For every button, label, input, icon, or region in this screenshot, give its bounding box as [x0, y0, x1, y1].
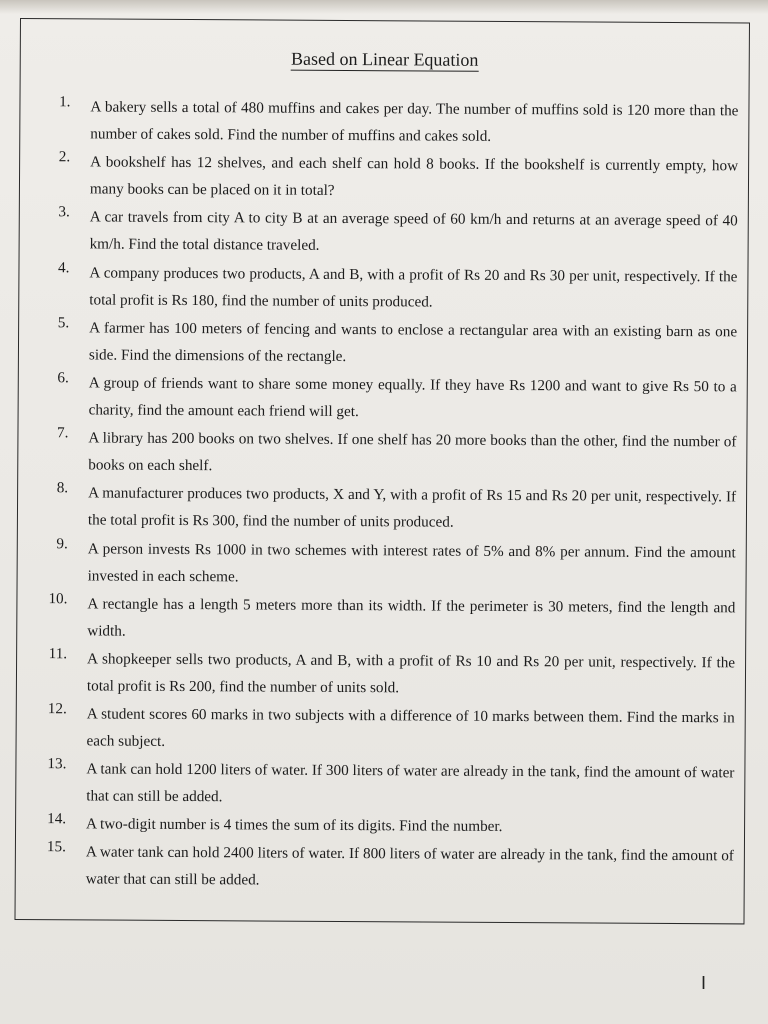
- question-text: A library has 200 books on two shelves. If one shelf has 20 more books than the other, find the number of books on each shelf.: [88, 429, 737, 475]
- question-number: 6.: [57, 369, 69, 387]
- question-text: A manufacturer produces two products, X and Y, with a profit of Rs 15 and Rs 20 per unit, respectively. If the total profit is Rs 300, find the number of units produced.: [87, 484, 737, 531]
- question-item: [24, 810, 734, 842]
- question-item: [28, 203, 738, 263]
- question-number: 9.: [56, 534, 68, 552]
- page-number: I: [701, 973, 707, 993]
- question-number: 3.: [58, 203, 70, 221]
- question-text: A water tank can hold 2400 liters of water. If 800 liters of water are already in the tank, find the amount of water that can still be added.: [85, 843, 734, 889]
- question-number: 8.: [56, 479, 69, 497]
- question-number: 7.: [57, 424, 69, 442]
- page-title: [21, 47, 749, 72]
- question-number: 14.: [47, 810, 67, 828]
- question-text: A bookshelf has 12 shelves, and each shelf can hold 8 books. If the bookshelf is currently empty, how many books can be placed on it in total?: [89, 153, 739, 200]
- question-text: A bakery sells a total of 480 muffins and cakes per day. The number of muffins sold is 120 more than the number of cakes sold. Find the number of muffins and cakes sold.: [90, 98, 739, 145]
- question-item: [27, 369, 737, 429]
- question-item: [27, 259, 737, 319]
- question-text: A student scores 60 marks in two subjects with a difference of 10 marks between them. Find the marks in each subject.: [86, 705, 735, 750]
- page-top-edge: [0, 0, 768, 14]
- question-number: 5.: [57, 313, 70, 332]
- question-item: [27, 314, 737, 374]
- question-text: A company produces two products, A and B, with a profit of Rs 20 and Rs 30 per unit, respectively. If the total profit is Rs 180, find the number of units produced.: [89, 263, 738, 311]
- question-number: 11.: [48, 645, 68, 663]
- question-number: 1.: [59, 93, 71, 111]
- question-text: A two-digit number is 4 times the sum of its digits. Find the number.: [86, 815, 503, 836]
- question-text: A tank can hold 1200 liters of water. If 300 liters of water are already in the tank, find the amount of water that can still be added.: [86, 760, 735, 806]
- question-number: 15.: [46, 838, 66, 856]
- question-text: A farmer has 100 meters of fencing and wants to enclose a rectangular area with an existing barn as one side. Find the dimensions of the rectangle.: [88, 319, 738, 365]
- question-item: [24, 700, 734, 760]
- question-list: [24, 93, 739, 898]
- question-text: A person invests Rs 1000 in two schemes with interest rates of 5% and 8% per annum. Find the amount invested in each scheme.: [87, 539, 736, 585]
- question-number: 10.: [48, 589, 68, 607]
- question-item: [26, 479, 736, 539]
- question-item: [24, 755, 734, 815]
- question-number: 13.: [47, 755, 67, 773]
- question-text: A rectangle has a length 5 meters more than its width. If the perimeter is 30 meters, find the length and width.: [87, 595, 736, 640]
- page-title-text: Based on Linear Equation: [290, 48, 479, 70]
- question-number: 4.: [58, 258, 70, 276]
- question-text: A car travels from city A to city B at an average speed of 60 km/h and returns at an average speed of 40 km/h. Find the total distance traveled.: [89, 208, 738, 255]
- question-number: 12.: [47, 700, 67, 718]
- question-item: [26, 535, 736, 595]
- question-item: [28, 148, 738, 208]
- question-item: [24, 838, 734, 898]
- question-item: [25, 645, 735, 705]
- question-item: [25, 590, 735, 650]
- question-item: [28, 93, 738, 153]
- question-text: A shopkeeper sells two products, A and B, with a profit of Rs 10 and Rs 20 per unit, respectively. If the total profit is Rs 200, find the number of units sold.: [86, 650, 736, 697]
- content-border: [14, 18, 749, 924]
- question-number: 2.: [58, 148, 71, 166]
- question-text: A group of friends want to share some money equally. If they have Rs 1200 and want to give Rs 50 to a charity, find the amount each friend will get.: [88, 374, 737, 421]
- question-item: [26, 424, 736, 484]
